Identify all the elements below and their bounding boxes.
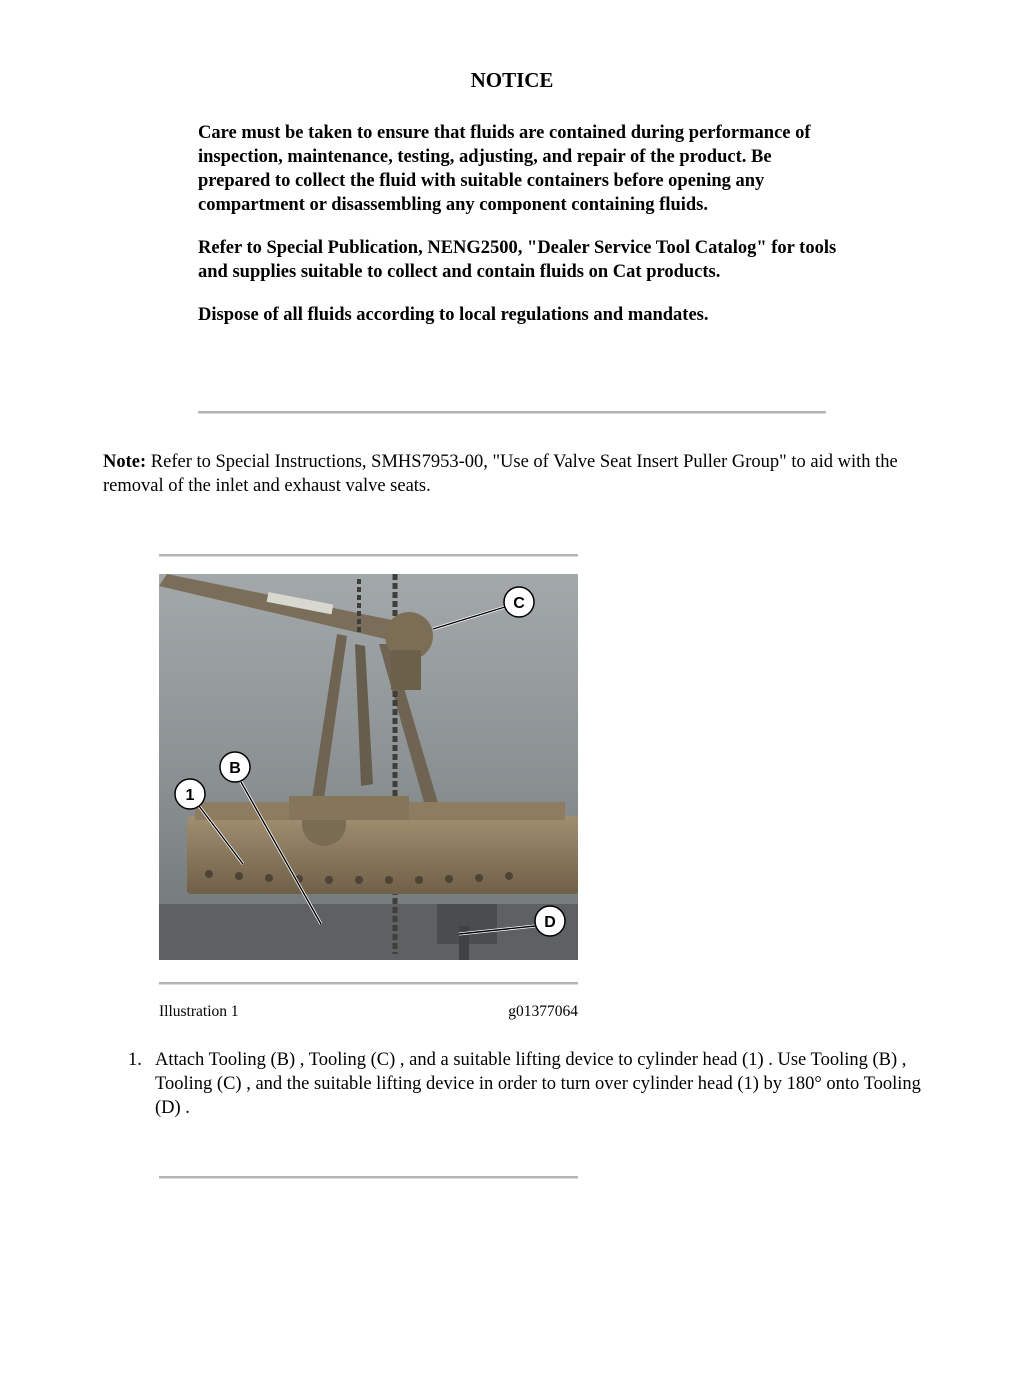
cylinder-head	[187, 816, 578, 894]
callout-1-label: 1	[185, 787, 195, 804]
notice-paragraph: Dispose of all fluids according to local regulations and mandates.	[198, 305, 709, 325]
notice-body	[198, 121, 838, 346]
callout-d-label: D	[544, 914, 556, 931]
step-divider	[159, 1176, 578, 1179]
callout-b-label: B	[229, 760, 241, 777]
notice-title: NOTICE	[470, 68, 554, 92]
callout-1	[175, 779, 205, 809]
illustration-photo	[159, 574, 578, 960]
callout-c	[504, 587, 534, 617]
notice-paragraph: Care must be taken to ensure that fluids are contained during performance of inspection, maintenance, testing, adjusting, and repair of the product. Be prepared to collect the fluid with suitable containers before opening any compartment or disassembling any component containing fluids.	[198, 123, 811, 215]
step-number: 1.	[128, 1050, 142, 1070]
notice-paragraph: Refer to Special Publication, NENG2500, "Dealer Service Tool Catalog" for tools and supplies suitable to collect and contain fluids on Cat products.	[198, 238, 837, 282]
stand-post	[459, 926, 469, 960]
hoist-body	[391, 650, 421, 690]
illustration-graphic	[159, 574, 578, 960]
manifold	[289, 796, 409, 820]
step-text: Attach Tooling (B) , Tooling (C) , and a suitable lifting device to cylinder head (1) . Use Tooling (B) , Tooling (C) , and the suitable lifting device in order to turn over cylinder head (1) by 180° onto Tooling (D) .	[155, 1050, 921, 1118]
illustration-caption: Illustration 1	[159, 1003, 239, 1020]
illustration-id: g01377064	[508, 1003, 578, 1020]
note-text: Refer to Special Instructions, SMHS7953-00, "Use of Valve Seat Insert Puller Group" to aid with the removal of the inlet and exhaust valve seats.	[103, 452, 898, 496]
callout-c-label: C	[513, 595, 525, 612]
figure-bottom-divider	[159, 982, 578, 985]
figure-top-divider	[159, 554, 578, 557]
note-paragraph	[103, 450, 923, 498]
step-item	[128, 1048, 928, 1120]
floor	[159, 904, 578, 960]
callout-d	[535, 906, 565, 936]
note-label: Note:	[103, 452, 147, 472]
callout-b	[220, 752, 250, 782]
notice-divider	[198, 411, 826, 414]
